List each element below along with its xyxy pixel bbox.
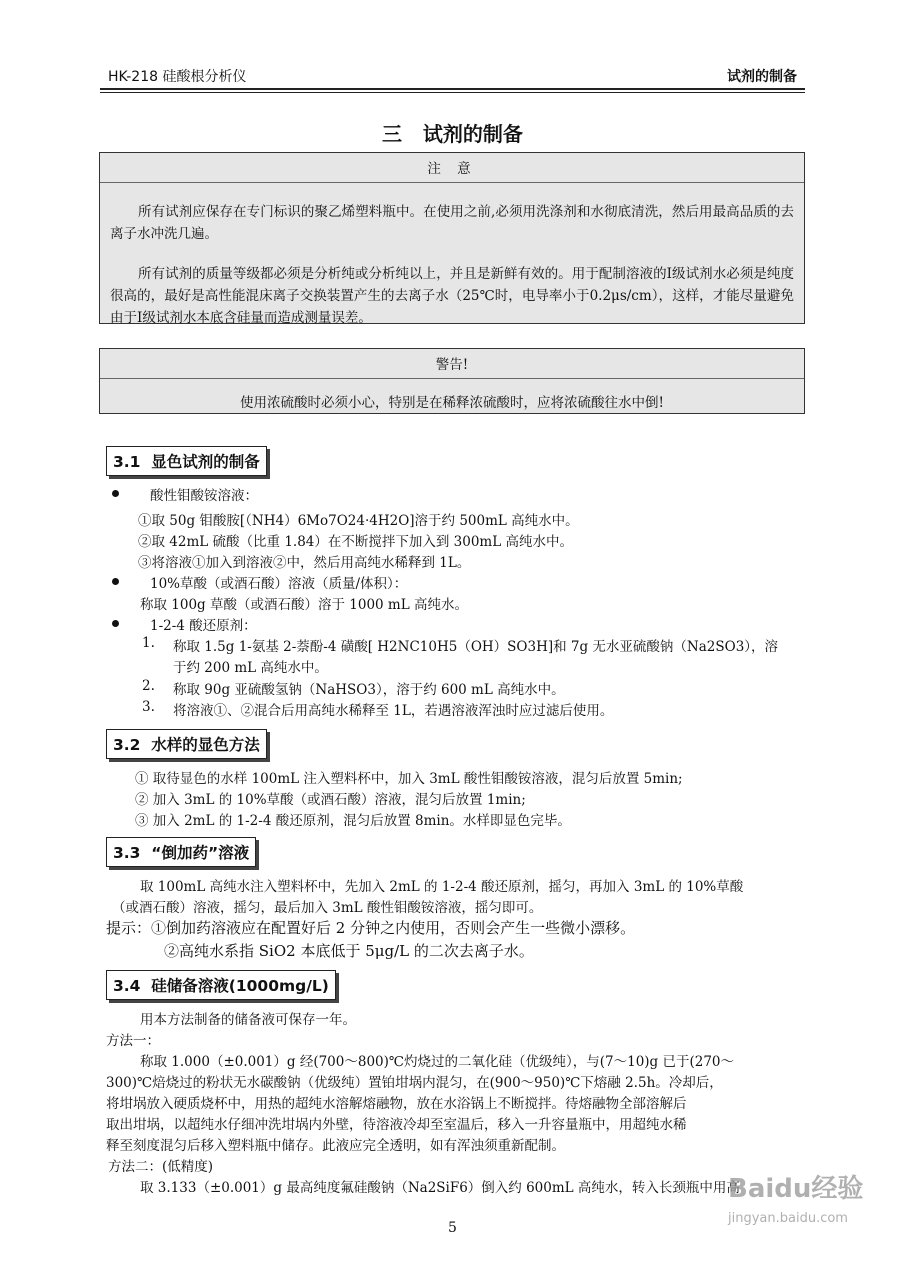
header-rule-thin (100, 92, 805, 93)
tip-line: ②高纯水系指 SiO2 本底低于 5μg/L 的二次去离子水。 (164, 942, 534, 960)
step-text: ①取 50g 钼酸胺[（NH4）6Mo7O24·4H2O]溶于约 500mL 高纯水中。 (138, 513, 579, 529)
notice-paragraph-2: 所有试剂的质量等级都必须是分析纯或分析纯以上，并且是新鲜有效的。用于配制溶液的Ⅰ级试剂水必须是纯度很高的，最好是高性能混床离子交换装置产生的去离子水（25℃时，电导率小于0.2μs/cm），这样，才能尽量避免由于Ⅰ级试剂水本底含硅量而造成测量误差。 (110, 266, 794, 326)
paragraph-line: 用本方法制备的储备液可保存一年。 (140, 1012, 356, 1028)
paragraph-line: 称取 1.000（±0.001）g 经(700～800)℃灼烧过的二氧化硅（优级纯），与(7～10)g 已于(270～ (140, 1054, 735, 1070)
paragraph-line: 取出坩埚，以超纯水仔细冲洗坩埚内外壁，待溶液冷却至室温后，移入一升容量瓶中，用超纯水稀 (106, 1117, 687, 1133)
bullet-icon (112, 578, 119, 585)
step-text: ③将溶液①加入到溶液②中，然后用高纯水稀释到 1L。 (138, 555, 471, 571)
step-text: ③ 加入 2mL 的 1-2-4 酸还原剂，混匀后放置 8min。水样即显色完毕。 (135, 813, 571, 829)
paragraph-line: 将坩埚放入硬质烧杯中，用热的超纯水溶解熔融物，放在水浴锅上不断搅拌。待熔融物全部溶解后 (106, 1096, 687, 1112)
watermark-url: jingyan.baidu.com (728, 1211, 848, 1226)
bullet-icon (112, 620, 119, 627)
warning-title: 警告! (100, 349, 804, 379)
method-label: 方法一： (106, 1033, 160, 1049)
header-section-title: 试剂的制备 (727, 69, 797, 85)
page-number: 5 (448, 1220, 457, 1236)
section-heading-3-2: 3.2 水样的显色方法 (106, 729, 267, 759)
step-text: 将溶液①、②混合后用高纯水稀释至 1L，若遇溶液浑浊时应过滤后使用。 (173, 703, 614, 719)
reagent-oxalic-acid: 10%草酸（或酒石酸）溶液（质量/体积）： (150, 576, 408, 592)
step-text: ②取 42mL 硫酸（比重 1.84）在不断搅拌下加入到 300mL 高纯水中。 (138, 534, 573, 550)
notice-box (99, 152, 805, 324)
warning-text: 使用浓硫酸时必须小心，特别是在稀释浓硫酸时，应将浓硫酸往水中倒! (240, 395, 664, 411)
paragraph-line: 300)℃焙烧过的粉状无水碳酸钠（优级纯）置铂坩埚内混匀，在(900～950)℃下熔融 2.5h。冷却后， (106, 1075, 723, 1091)
watermark-brand: Baidu经验 (728, 1174, 864, 1204)
paragraph-line: （或酒石酸）溶液，摇匀，最后加入 3mL 酸性钼酸铵溶液，摇匀即可。 (112, 900, 543, 916)
paragraph-line: 释至刻度混匀后移入塑料瓶中储存。此液应完全透明，如有浑浊须重新配制。 (106, 1138, 565, 1154)
step-text: ① 取待显色的水样 100mL 注入塑料杯中，加入 3mL 酸性钼酸铵溶液，混匀后放置 5min; (135, 771, 683, 787)
notice-title: 注 意 (100, 153, 804, 183)
section-heading-3-1: 3.1 显色试剂的制备 (106, 446, 267, 476)
header-rule (100, 88, 805, 90)
step-text: 称取 100g 草酸（或酒石酸）溶于 1000 mL 高纯水。 (140, 597, 468, 613)
notice-paragraph-1: 所有试剂应保存在专门标识的聚乙烯塑料瓶中。在使用之前,必须用洗涤剂和水彻底清洗，然后用最高品质的去离子水冲洗几遍。 (110, 204, 794, 242)
step-text: 称取 1.5g 1-氨基 2-萘酚-4 磺酸[ H2NC10H5（OH）SO3H]和 7g 无水亚硫酸钠（Na2SO3），溶 (173, 639, 779, 655)
watermark (728, 1168, 863, 1226)
paragraph-line: 取 3.133（±0.001）g 最高纯度氟硅酸钠（Na2SiF6）倒入约 600mL 高纯水，转入长颈瓶中用高 (140, 1180, 740, 1196)
method-label: 方法二：(低精度) (108, 1159, 214, 1175)
paragraph-line: 取 100mL 高纯水注入塑料杯中，先加入 2mL 的 1-2-4 酸还原剂，摇匀，再加入 3mL 的 10%草酸 (140, 879, 744, 895)
tip-line: 提示：①倒加药溶液应在配置好后 2 分钟之内使用，否则会产生一些微小漂移。 (106, 919, 636, 937)
list-number: 1. (142, 635, 155, 651)
step-text: ② 加入 3mL 的 10%草酸（或酒石酸）溶液，混匀后放置 1min; (135, 792, 526, 808)
warning-box (99, 348, 805, 414)
reagent-acid-molybdate: 酸性钼酸铵溶液： (150, 488, 258, 504)
step-text: 于约 200 mL 高纯水中。 (173, 660, 328, 676)
header-doc-title: HK-218 硅酸根分析仪 (108, 69, 247, 85)
list-number: 2. (142, 678, 155, 694)
list-number: 3. (142, 699, 155, 715)
section-heading-3-4: 3.4 硅储备溶液(1000mg/L) (106, 970, 336, 1000)
page-title: 三 试剂的制备 (382, 122, 523, 146)
reagent-reducer: 1-2-4 酸还原剂： (150, 618, 257, 634)
section-heading-3-3: 3.3 “倒加药”溶液 (106, 837, 256, 867)
step-text: 称取 90g 亚硫酸氢钠（NaHSO3），溶于约 600 mL 高纯水中。 (173, 682, 565, 698)
bullet-icon (112, 490, 119, 497)
